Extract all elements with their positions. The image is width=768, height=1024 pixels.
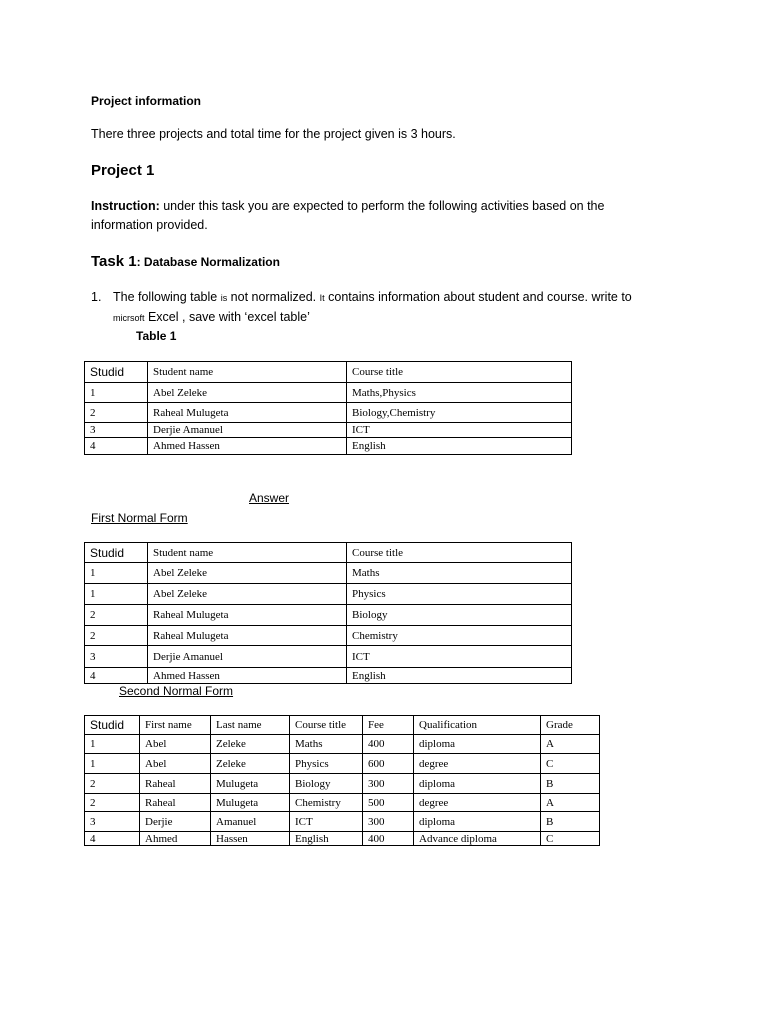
header-qualification: Qualification <box>414 716 541 735</box>
header-studid: Studid <box>85 716 140 735</box>
cell-first-name: Abel <box>140 754 211 774</box>
cell-student-name: Ahmed Hassen <box>148 668 347 684</box>
list-item-number: 1. <box>91 290 102 304</box>
header-course-title: Course title <box>347 543 572 563</box>
table-row <box>85 668 572 684</box>
cell-first-name: Ahmed <box>140 832 211 846</box>
answer-label: Answer <box>249 491 290 505</box>
cell-course-title: Biology <box>290 774 363 794</box>
list-item-line-2: micrsoft Excel , save with ‘excel table’ <box>113 310 310 324</box>
cell-course-title: English <box>347 438 572 455</box>
header-fee: Fee <box>363 716 414 735</box>
cell-course-title: Maths <box>290 735 363 754</box>
cell-fee: 600 <box>363 754 414 774</box>
cell-qualification: degree <box>414 754 541 774</box>
cell-qualification: diploma <box>414 735 541 754</box>
cell-studid: 3 <box>85 812 140 832</box>
cell-course-title: ICT <box>347 423 572 438</box>
cell-grade: C <box>541 832 600 846</box>
project-title: Project 1 <box>91 162 155 179</box>
task-subtitle: : Database Normalization <box>136 255 280 269</box>
cell-grade: C <box>541 754 600 774</box>
cell-student-name: Abel Zeleke <box>148 383 347 403</box>
header-studid: Studid <box>85 362 148 383</box>
instruction-text: under this task you are expected to perform the following activities based on the <box>159 199 605 213</box>
table-row <box>85 563 572 584</box>
table-row <box>85 735 600 754</box>
cell-studid: 3 <box>85 423 148 438</box>
cell-course-title: Biology,Chemistry <box>347 403 572 423</box>
table-row <box>85 584 572 605</box>
cell-course-title: Physics <box>290 754 363 774</box>
cell-studid: 1 <box>85 563 148 584</box>
header-studid: Studid <box>85 543 148 563</box>
cell-last-name: Zeleke <box>211 735 290 754</box>
header-course-title: Course title <box>290 716 363 735</box>
cell-grade: A <box>541 735 600 754</box>
cell-course-title: ICT <box>347 646 572 668</box>
cell-studid: 2 <box>85 626 148 646</box>
table-row <box>85 774 600 794</box>
table-row <box>85 403 572 423</box>
cell-first-name: Abel <box>140 735 211 754</box>
cell-studid: 1 <box>85 584 148 605</box>
second-normal-form-label: Second Normal Form <box>119 684 234 698</box>
cell-student-name: Raheal Mulugeta <box>148 626 347 646</box>
cell-studid: 3 <box>85 646 148 668</box>
cell-course-title: Physics <box>347 584 572 605</box>
cell-studid: 1 <box>85 754 140 774</box>
cell-first-name: Raheal <box>140 774 211 794</box>
table-first-normal-form <box>84 542 572 684</box>
cell-studid: 2 <box>85 403 148 423</box>
cell-course-title: Biology <box>347 605 572 626</box>
header-last-name: Last name <box>211 716 290 735</box>
cell-qualification: diploma <box>414 812 541 832</box>
cell-first-name: Derjie <box>140 812 211 832</box>
cell-course-title: Chemistry <box>347 626 572 646</box>
header-student-name: Student name <box>148 543 347 563</box>
header-grade: Grade <box>541 716 600 735</box>
cell-last-name: Amanuel <box>211 812 290 832</box>
cell-course-title: English <box>347 668 572 684</box>
cell-studid: 4 <box>85 832 140 846</box>
cell-fee: 300 <box>363 812 414 832</box>
list-item-line-1: The following table is not normalized. It contains information about student and course. write to <box>113 290 632 304</box>
cell-fee: 400 <box>363 735 414 754</box>
table-row <box>85 438 572 455</box>
cell-student-name: Raheal Mulugeta <box>148 403 347 423</box>
cell-qualification: diploma <box>414 774 541 794</box>
cell-student-name: Abel Zeleke <box>148 584 347 605</box>
header-course-title: Course title <box>347 362 572 383</box>
table-row <box>85 423 572 438</box>
cell-last-name: Mulugeta <box>211 794 290 812</box>
table-row <box>85 754 600 774</box>
cell-first-name: Raheal <box>140 794 211 812</box>
table-header-row <box>85 362 572 383</box>
table-header-row <box>85 543 572 563</box>
cell-student-name: Abel Zeleke <box>148 563 347 584</box>
cell-course-title: ICT <box>290 812 363 832</box>
cell-studid: 4 <box>85 438 148 455</box>
cell-studid: 2 <box>85 774 140 794</box>
table-row <box>85 605 572 626</box>
cell-student-name: Derjie Amanuel <box>148 646 347 668</box>
cell-fee: 500 <box>363 794 414 812</box>
intro-text: There three projects and total time for the project given is 3 hours. <box>91 127 456 141</box>
cell-last-name: Zeleke <box>211 754 290 774</box>
table-row <box>85 812 600 832</box>
cell-course-title: English <box>290 832 363 846</box>
cell-studid: 2 <box>85 794 140 812</box>
task-heading <box>91 253 280 270</box>
table-row <box>85 646 572 668</box>
cell-course-title: Maths,Physics <box>347 383 572 403</box>
cell-grade: B <box>541 774 600 794</box>
cell-studid: 1 <box>85 735 140 754</box>
task-title: Task 1 <box>91 253 137 270</box>
cell-studid: 4 <box>85 668 148 684</box>
cell-studid: 1 <box>85 383 148 403</box>
instruction-line-1 <box>91 199 604 213</box>
table-row <box>85 626 572 646</box>
header-first-name: First name <box>140 716 211 735</box>
table-row <box>85 383 572 403</box>
table-row <box>85 794 600 812</box>
cell-last-name: Mulugeta <box>211 774 290 794</box>
table-1 <box>84 361 572 455</box>
header-student-name: Student name <box>148 362 347 383</box>
table1-caption: Table 1 <box>136 329 177 343</box>
cell-grade: B <box>541 812 600 832</box>
table-row <box>85 832 600 846</box>
cell-course-title: Chemistry <box>290 794 363 812</box>
cell-qualification: degree <box>414 794 541 812</box>
table-header-row <box>85 716 600 735</box>
cell-course-title: Maths <box>347 563 572 584</box>
instruction-line-2: information provided. <box>91 218 208 232</box>
cell-student-name: Raheal Mulugeta <box>148 605 347 626</box>
cell-qualification: Advance diploma <box>414 832 541 846</box>
cell-fee: 400 <box>363 832 414 846</box>
cell-grade: A <box>541 794 600 812</box>
table-second-normal-form <box>84 715 600 846</box>
cell-studid: 2 <box>85 605 148 626</box>
cell-last-name: Hassen <box>211 832 290 846</box>
section-title: Project information <box>91 94 202 108</box>
cell-student-name: Derjie Amanuel <box>148 423 347 438</box>
instruction-label: Instruction: <box>91 199 160 213</box>
first-normal-form-label: First Normal Form <box>91 511 188 525</box>
cell-student-name: Ahmed Hassen <box>148 438 347 455</box>
cell-fee: 300 <box>363 774 414 794</box>
